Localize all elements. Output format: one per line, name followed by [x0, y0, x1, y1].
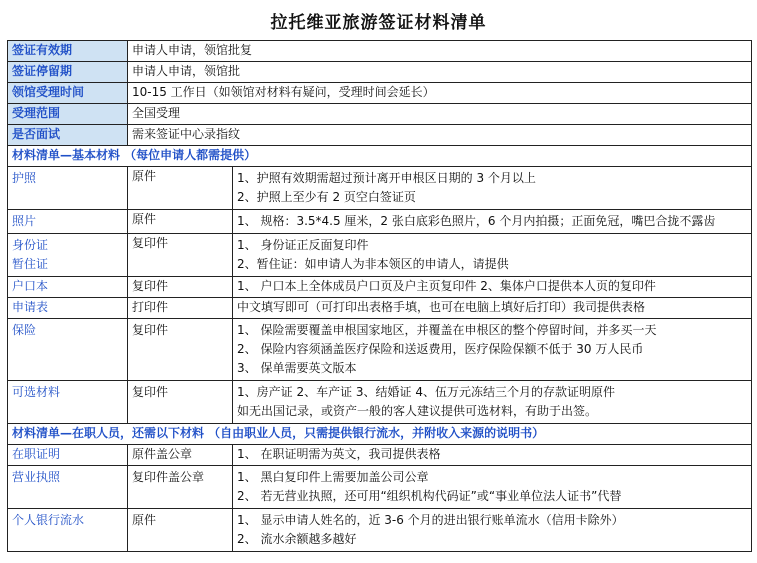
material-details [233, 210, 752, 234]
material-name: 保险 [8, 319, 128, 381]
section-header-employed [8, 424, 752, 445]
table-row [8, 298, 752, 319]
detail-line: 1、 户口本上全体成员户口页及户主页复印件 2、集体户口提供本人页的复印件 [237, 279, 656, 293]
material-name: 户口本 [8, 277, 128, 298]
material-name: 个人银行流水 [8, 509, 128, 552]
info-value: 申请人申请，领馆批复 [128, 41, 752, 62]
detail-line: 1、护照有效期需超过预计离开申根区日期的 3 个月以上 [237, 171, 536, 185]
detail-line: 2、暂住证：如申请人为非本领区的申请人，请提供 [237, 257, 509, 271]
material-type: 原件 [128, 167, 233, 210]
table-row [8, 381, 752, 424]
info-value: 10-15 工作日（如领馆对材料有疑问，受理时间会延长） [128, 83, 752, 104]
info-row [8, 125, 752, 146]
info-label: 签证停留期 [8, 62, 128, 83]
table-row [8, 466, 752, 509]
detail-line: 1、 规格：3.5*4.5 厘米，2 张白底彩色照片，6 个月内拍摄；正面免冠，嘴巴合拢不露齿 [237, 214, 716, 228]
material-type: 原件 [128, 509, 233, 552]
table-row [8, 509, 752, 552]
info-value: 申请人申请，领馆批 [128, 62, 752, 83]
material-details [233, 277, 752, 298]
info-row [8, 41, 752, 62]
table-row [8, 167, 752, 210]
table-row [8, 319, 752, 381]
material-name: 照片 [8, 210, 128, 234]
section-header-basic [8, 146, 752, 167]
info-value: 全国受理 [128, 104, 752, 125]
material-name: 在职证明 [8, 445, 128, 466]
material-type: 复印件盖公章 [128, 466, 233, 509]
detail-line: 1、 身份证正反面复印件 [237, 238, 369, 252]
section-title: 材料清单—基本材料 （每位申请人都需提供） [8, 146, 752, 167]
info-value: 需来签证中心录指纹 [128, 125, 752, 146]
table-row [8, 210, 752, 234]
info-label: 领馆受理时间 [8, 83, 128, 104]
material-details [233, 298, 752, 319]
info-row [8, 62, 752, 83]
table-row [8, 445, 752, 466]
material-type: 复印件 [128, 381, 233, 424]
material-name: 护照 [8, 167, 128, 210]
table-row [8, 277, 752, 298]
material-details [233, 234, 752, 277]
info-label: 签证有效期 [8, 41, 128, 62]
detail-line: 2、 保险内容须涵盖医疗保险和送返费用，医疗保险保额不低于 30 万人民币 [237, 342, 644, 356]
material-details [233, 167, 752, 210]
info-row [8, 83, 752, 104]
detail-line: 2、 流水余额越多越好 [237, 532, 357, 546]
detail-line: 1、 保险需要覆盖申根国家地区，并覆盖在申根区的整个停留时间，并多买一天 [237, 323, 657, 337]
page-title: 拉托维亚旅游签证材料清单 [270, 13, 487, 33]
detail-line: 中文填写即可（可打印出表格手填，也可在电脑上填好后打印）我司提供表格 [237, 300, 646, 314]
info-row [8, 104, 752, 125]
material-details [233, 466, 752, 509]
table-row [8, 234, 752, 277]
material-type: 原件盖公章 [128, 445, 233, 466]
detail-line: 1、 显示申请人姓名的，近 3-6 个月的进出银行账单流水（信用卡除外） [237, 513, 624, 527]
section-title: 材料清单—在职人员，还需以下材料 （自由职业人员，只需提供银行流水，并附收入来源的说明书） [8, 424, 752, 445]
info-label: 是否面试 [8, 125, 128, 146]
material-name: 营业执照 [8, 466, 128, 509]
material-details [233, 509, 752, 552]
material-details [233, 319, 752, 381]
material-type: 原件 [128, 210, 233, 234]
detail-line: 1、 在职证明需为英文，我司提供表格 [237, 447, 441, 461]
material-name: 申请表 [8, 298, 128, 319]
detail-line: 3、 保单需要英文版本 [237, 361, 357, 375]
material-type: 复印件 [128, 277, 233, 298]
material-details [233, 445, 752, 466]
detail-line: 1、 黑白复印件上需要加盖公司公章 [237, 470, 429, 484]
detail-line: 2、 若无营业执照，还可用“组织机构代码证”或“事业单位法人证书”代替 [237, 489, 622, 503]
detail-line: 如无出国记录，或资产一般的客人建议提供可选材料，有助于出签。 [237, 404, 598, 418]
detail-line: 1、房产证 2、车产证 3、结婚证 4、伍万元冻结三个月的存款证明原件 [237, 385, 615, 399]
material-type: 复印件 [128, 234, 233, 277]
material-details [233, 381, 752, 424]
material-type: 打印件 [128, 298, 233, 319]
detail-line: 2、护照上至少有 2 页空白签证页 [237, 190, 416, 204]
material-name: 身份证 暂住证 [8, 234, 128, 277]
info-label: 受理范围 [8, 104, 128, 125]
material-type: 复印件 [128, 319, 233, 381]
material-name: 可选材料 [8, 381, 128, 424]
visa-materials-table [7, 40, 752, 552]
